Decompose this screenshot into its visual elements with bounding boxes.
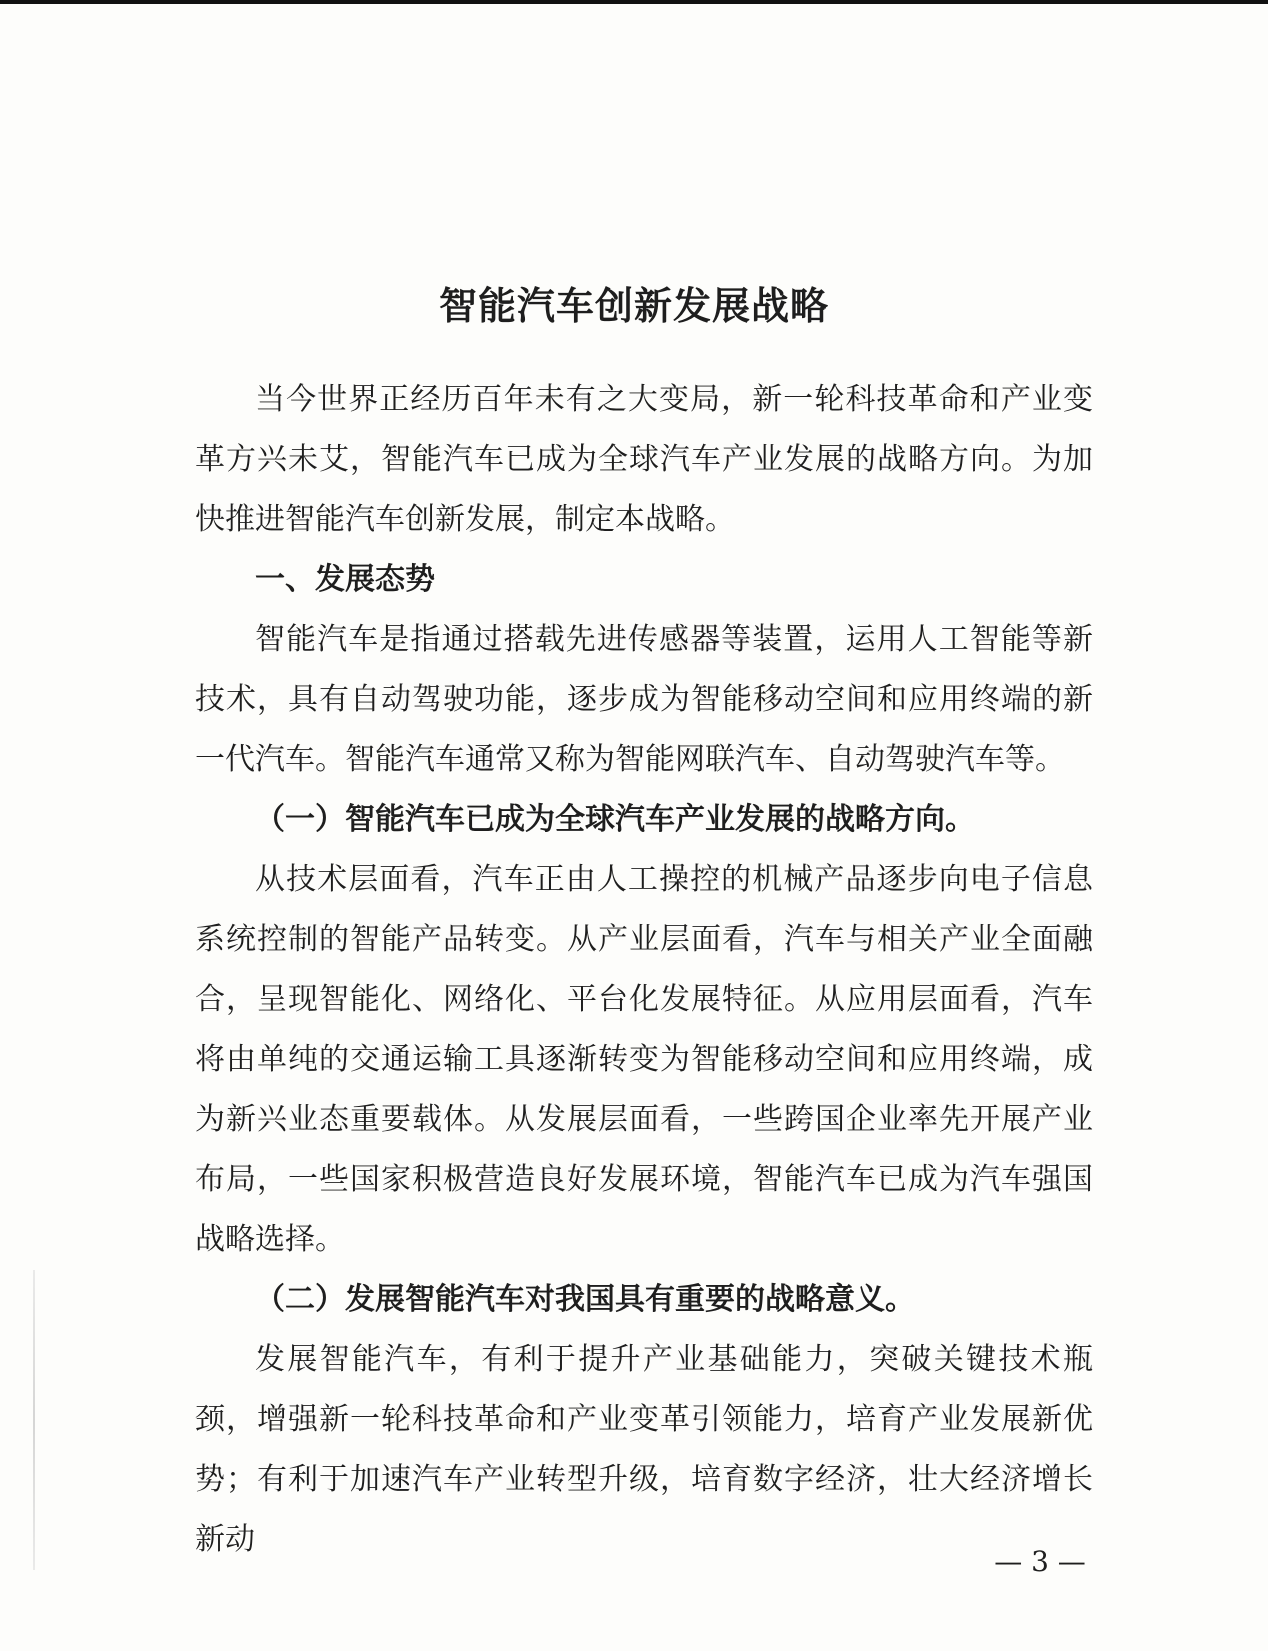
paragraph-definition: 智能汽车是指通过搭载先进传感器等装置，运用人工智能等新技术，具有自动驾驶功能，逐步成为智能移动空间和应用终端的新一代汽车。智能汽车通常又称为智能网联汽车、自动驾驶汽车等。 [195, 622, 1093, 777]
document-body [195, 370, 1093, 1570]
page-number: — 3 — [994, 1545, 1086, 1578]
subsection-heading-1: （一）智能汽车已成为全球汽车产业发展的战略方向。 [255, 802, 975, 837]
paragraph-significance: 发展智能汽车，有利于提升产业基础能力，突破关键技术瓶颈，增强新一轮科技革命和产业变革引领能力，培育产业发展新优势；有利于加速汽车产业转型升级，培育数字经济，壮大经济增长新动 [195, 1342, 1093, 1557]
scan-fold-mark [33, 1270, 35, 1570]
paragraph-trends: 从技术层面看，汽车正由人工操控的机械产品逐步向电子信息系统控制的智能产品转变。从产业层面看，汽车与相关产业全面融合，呈现智能化、网络化、平台化发展特征。从应用层面看，汽车将由单纯的交通运输工具逐渐转变为智能移动空间和应用终端，成为新兴业态重要载体。从发展层面看，一些跨国企业率先开展产业布局，一些国家积极营造良好发展环境，智能汽车已成为汽车强国战略选择。 [195, 862, 1093, 1257]
subsection-heading-2: （二）发展智能汽车对我国具有重要的战略意义。 [255, 1282, 915, 1317]
paragraph-intro: 当今世界正经历百年未有之大变局，新一轮科技革命和产业变革方兴未艾，智能汽车已成为全球汽车产业发展的战略方向。为加快推进智能汽车创新发展，制定本战略。 [195, 382, 1093, 537]
document-title: 智能汽车创新发展战略 [438, 283, 829, 328]
scan-edge [0, 0, 1268, 4]
section-heading: 一、发展态势 [255, 562, 435, 597]
